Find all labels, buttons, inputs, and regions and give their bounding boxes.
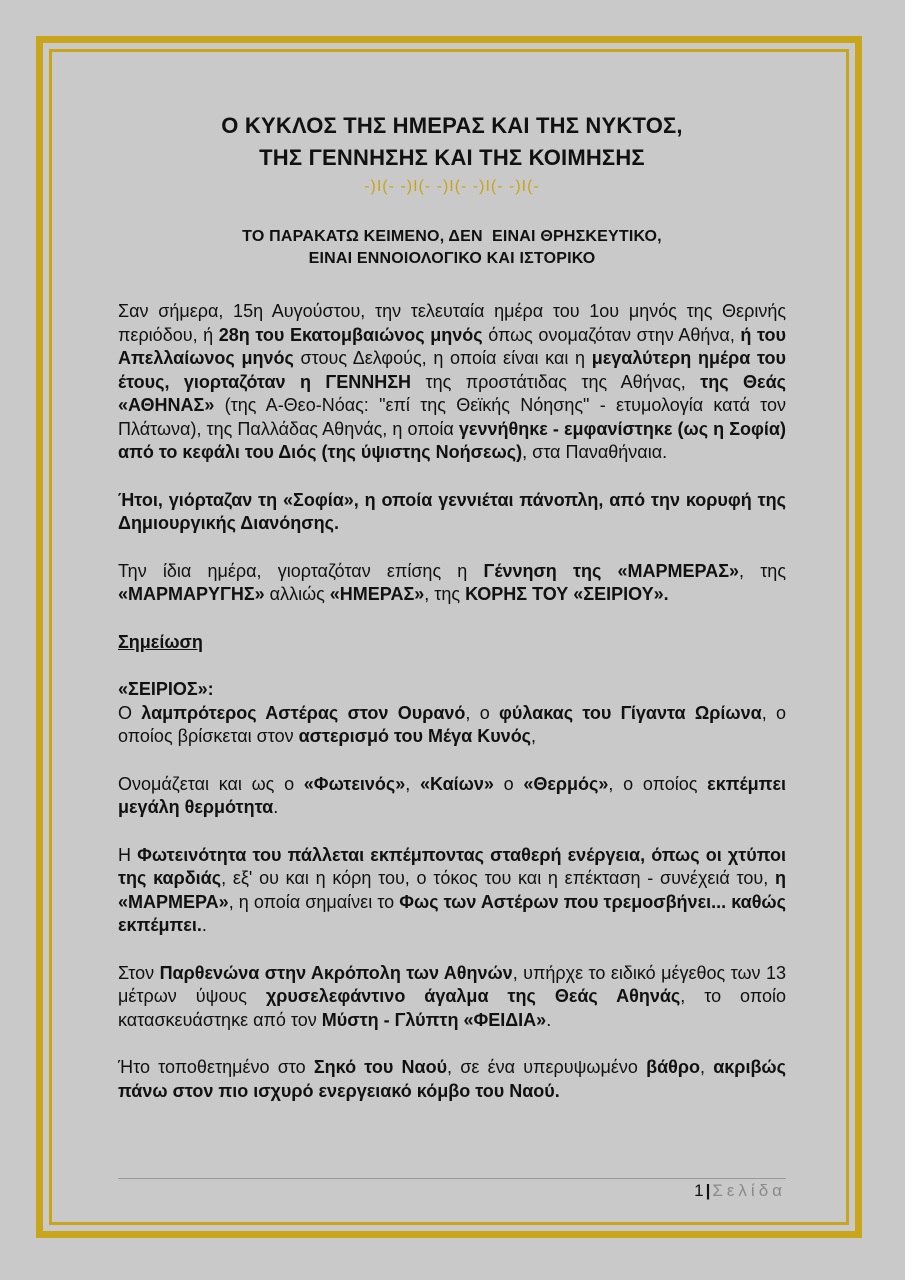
note-heading: Σημείωση [118,631,203,652]
subtitle-line-2: ΕΙΝΑΙ ΕΝΝΟΙΟΛΟΓΙΚΟ ΚΑΙ ΙΣΤΟΡΙΚΟ [308,250,596,267]
page-number: 1 [694,1181,704,1200]
document-title [118,110,786,174]
paragraph-6: Η Φωτεινότητα του πάλλεται εκπέμποντας σταθερή ενέργεια, όπως οι χτύποι της καρδιάς, εξ' ου και η κόρη του, ο τόκος του και η επέκταση - συνέχειά του, η «ΜΑΡΜΕΡΑ», η οποία σημαίνει το Φως των Αστέρων που τρεμοσβήνει... καθώς εκπέμπει.. [118,844,786,935]
paragraph-2: Ήτοι, γιόρταζαν τη «Σοφία», η οποία γεννιέται πάνοπλη, από την κορυφή της Δημιουργικής Διανόησης. [118,489,786,533]
sirius-heading: «ΣΕΙΡΙΟΣ»: [118,679,214,699]
page-label: Σελίδα [712,1181,786,1200]
title-line-1: Ο ΚΥΚΛΟΣ ΤΗΣ ΗΜΕΡΑΣ ΚΑΙ ΤΗΣ ΝΥΚΤΟΣ, [221,113,683,138]
paragraph-sirius: «ΣΕΙΡΙΟΣ»: Ο λαμπρότερος Αστέρας στον Ουρανό, ο φύλακας του Γίγαντα Ωρίωνα, ο οποίος βρίσκεται στον αστερισμό του Μέγα Κυνός, [118,679,787,746]
paragraph-8: Ήτο τοποθετημένο στο Σηκό του Ναού, σε ένα υπερυψωμένο βάθρο, ακριβώς πάνω στον πιο ισχυρό ενεργειακό κόμβο του Ναού. [118,1057,786,1101]
ornament-divider: -)I(- -)I(- -)I(- -)I(- -)I(- [364,178,540,195]
paragraph-5: Ονομάζεται και ως ο «Φωτεινός», «Καίων» ο «Θερμός», ο οποίος εκπέμπει μεγάλη θερμότητα. [118,773,786,817]
title-line-2: ΤΗΣ ΓΕΝΝΗΣΗΣ ΚΑΙ ΤΗΣ ΚΟΙΜΗΣΗΣ [259,145,645,170]
paragraph-3: Την ίδια ημέρα, γιορταζόταν επίσης η Γέννηση της «ΜΑΡΜΕΡΑΣ», της «ΜΑΡΜΑΡΥΓΗΣ» αλλιώς «ΗΜΕΡΑΣ», της ΚΟΡΗΣ ΤΟΥ «ΣΕΙΡΙΟΥ». [118,560,786,604]
paragraph-7: Στον Παρθενώνα στην Ακρόπολη των Αθηνών, υπήρχε το ειδικό μέγεθος των 13 μέτρων ύψους χρυσελεφάντινο άγαλμα της Θεάς Αθηνάς, το οποίο κατασκευάστηκε από τον Μύστη - Γλύπτη «ΦΕΙΔΙΑ». [118,962,787,1030]
page-footer [118,1181,786,1201]
document-body [118,110,786,1103]
document-subtitle [118,226,786,270]
subtitle-line-1: ΤΟ ΠΑΡΑΚΑΤΩ ΚΕΙΜΕΝΟ, ΔΕΝ ΕΙΝΑΙ ΘΡΗΣΚΕΥΤΙΚΟ, [242,228,662,245]
paragraph-1: Σαν σήμερα, 15η Αυγούστου, την τελευταία ημέρα του 1ου μηνός της Θερινής περιόδου, ή 28η του Εκατομβαιώνος μηνός όπως ονομαζόταν στην Αθήνα, ή του Απελλαίωνος μηνός στους Δελφούς, η οποία είναι και η μεγαλύτερη ημέρα του έτους, γιορταζόταν η ΓΕΝΝΗΣΗ της προστάτιδας της Αθήνας, της Θεάς «ΑΘΗΝΑΣ» (της Α-Θεο-Νόας: "επί της Θεϊκής Νόησης" - ετυμολογία κατά τον Πλάτωνα), της Παλλάδας Αθηνάς, η οποία γεννήθηκε - εμφανίστηκε (ως η Σοφία) από το κεφάλι του Διός (της ύψιστης Νοήσεως), στα Παναθήναια. [118,301,787,462]
page-separator: | [705,1181,711,1200]
footer-divider [118,1178,786,1179]
